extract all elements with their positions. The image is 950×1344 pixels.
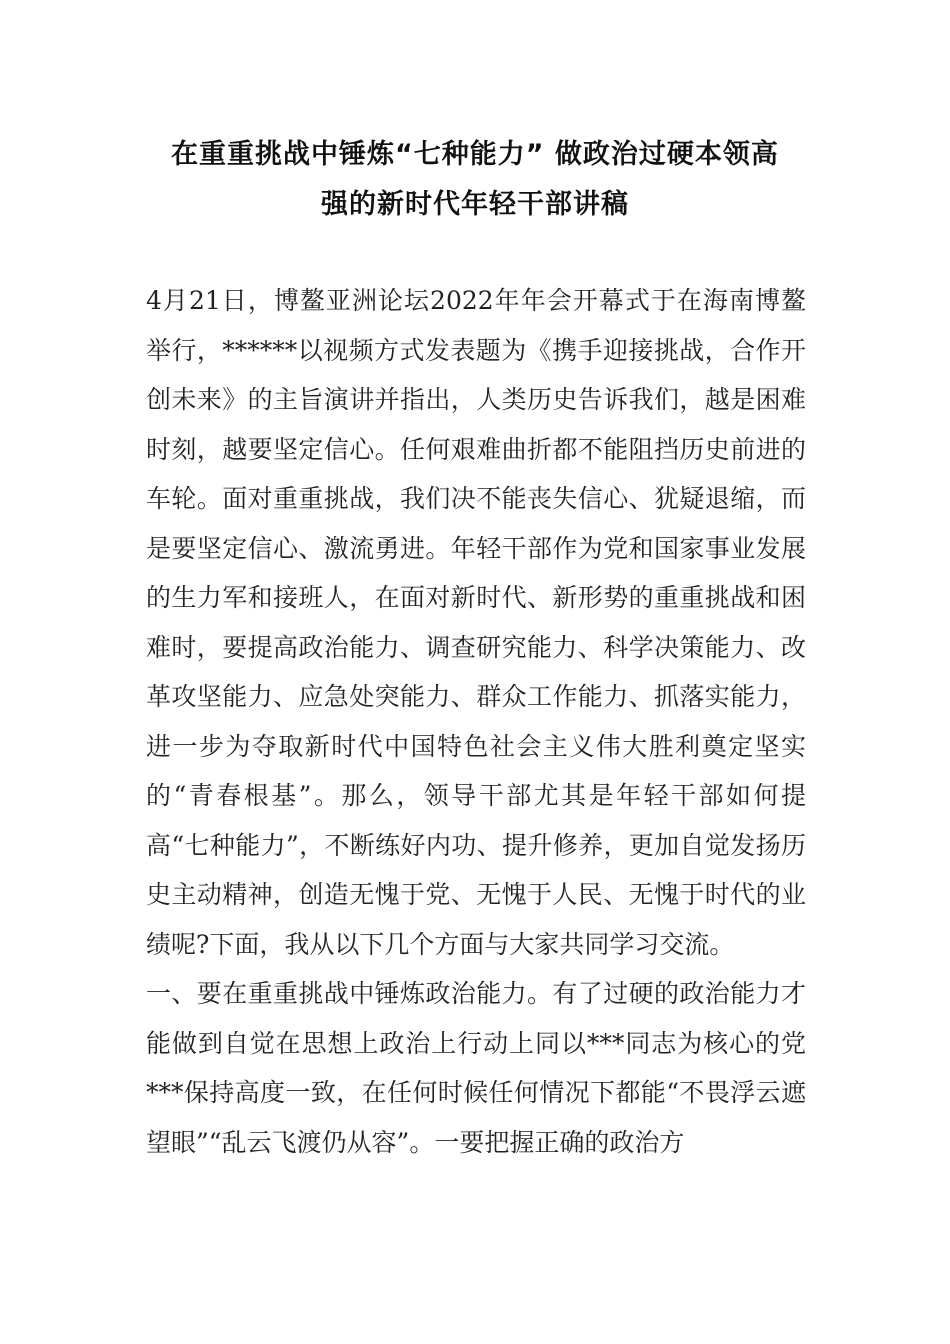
document-title (140, 130, 810, 230)
paragraph-intro: 4月21日，博鳌亚洲论坛2022年年会开幕式于在海南博鳌举行，******以视频方式发表题为《携手迎接挑战，合作开创未来》的主旨演讲并指出，人类历史告诉我们，越是困难时刻，越要坚定信心。任何艰难曲折都不能阻挡历史前进的车轮。面对重重挑战，我们决不能丧失信心、犹疑退缩，而是要坚定信心、激流勇进。年轻干部作为党和国家事业发展的生力军和接班人，在面对新时代、新形势的重重挑战和困难时，要提高政治能力、调查研究能力、科学决策能力、改革攻坚能力、应急处突能力、群众工作能力、抓落实能力，进一步为夺取新时代中国特色社会主义伟大胜利奠定坚实的“青春根基”。那么，领导干部尤其是年轻干部如何提高“七种能力”，不断练好内功、提升修养，更加自觉发扬历史主动精神，创造无愧于党、无愧于人民、无愧于时代的业绩呢?下面，我从以下几个方面与大家共同学习交流。 (146, 286, 806, 959)
paragraph-section-1: 一、要在重重挑战中锤炼政治能力。有了过硬的政治能力才能做到自觉在思想上政治上行动上同以***同志为核心的党***保持高度一致，在任何时候任何情况下都能“不畏浮云遮望眼”“乱云飞渡仍从容”。一要把握正确的政治方 (146, 979, 806, 1157)
title-line-1: 在重重挑战中锤炼“七种能力” 做政治过硬本领高 (171, 139, 779, 170)
title-line-2: 强的新时代年轻干部讲稿 (321, 189, 629, 220)
document-body (146, 276, 806, 1167)
